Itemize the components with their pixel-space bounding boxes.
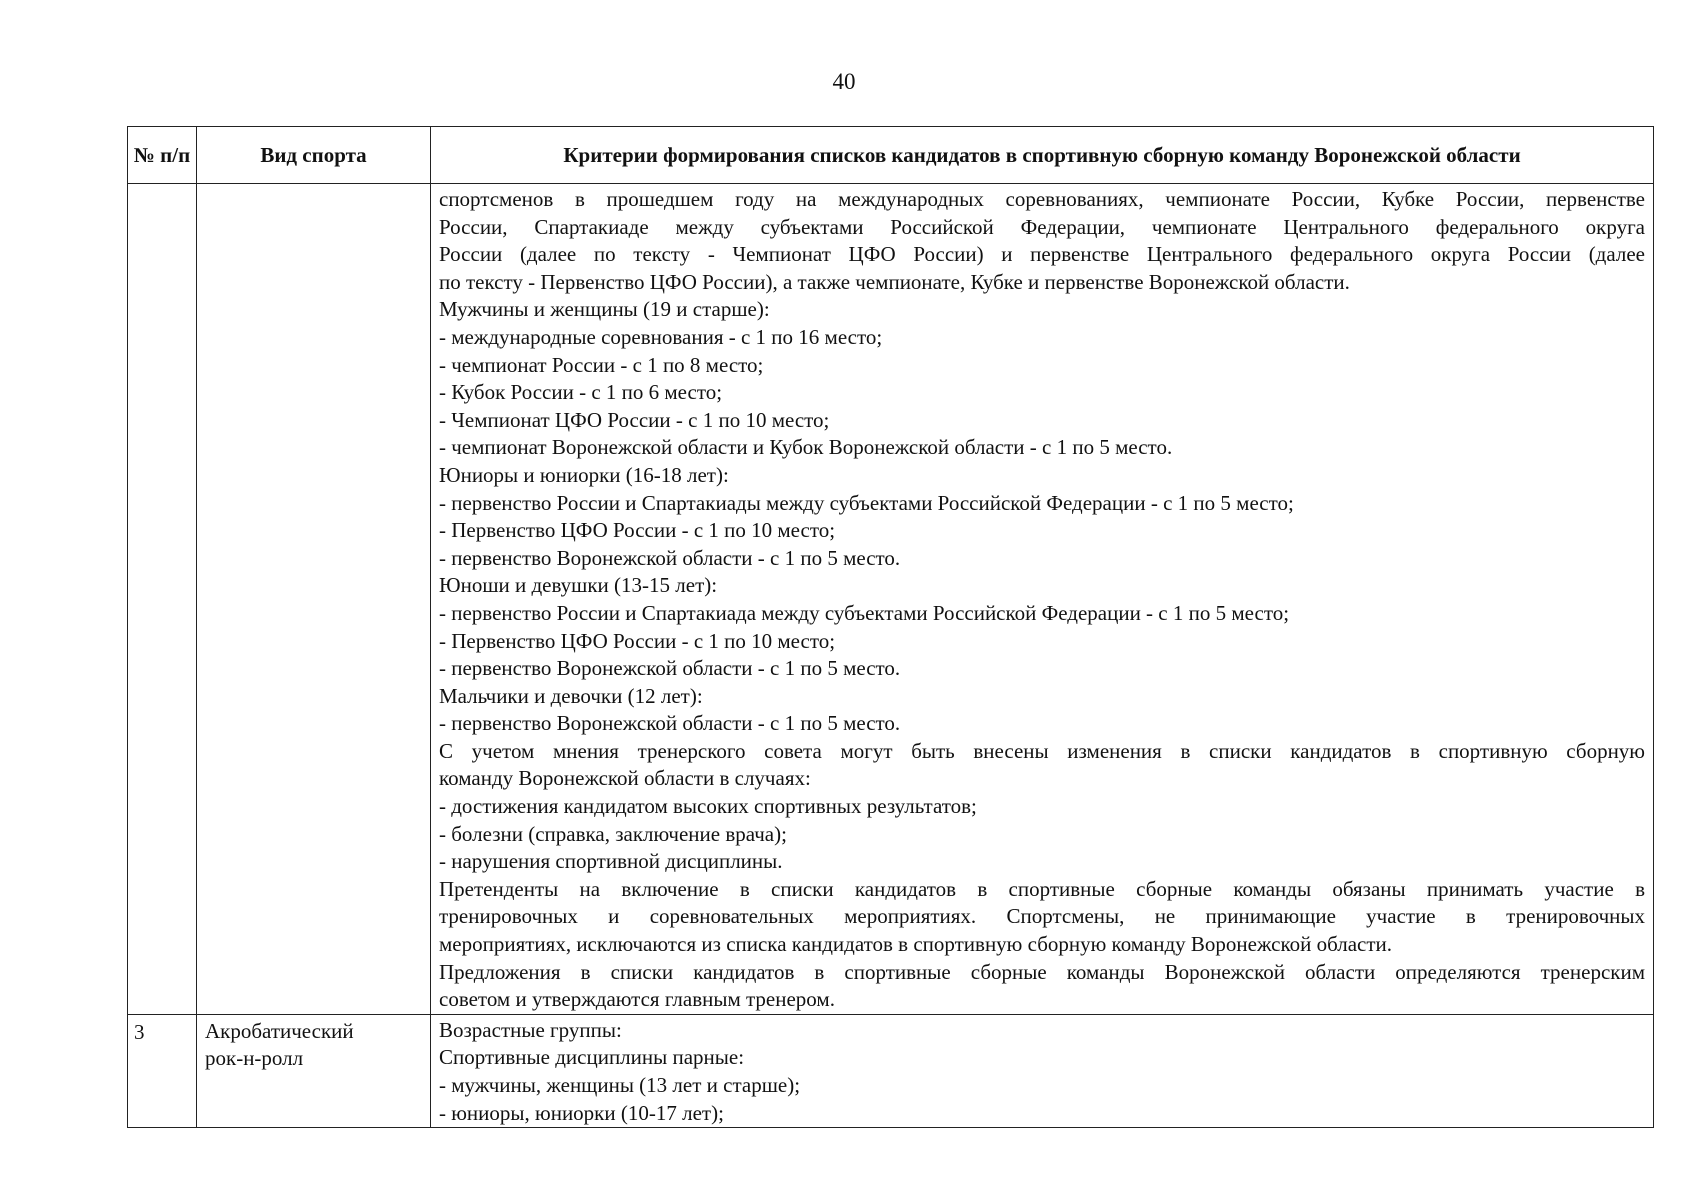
group-heading-men-women: Мужчины и женщины (19 и старше): xyxy=(439,297,770,322)
list-item: - первенство России и Спартакиады между субъектами Российской Федерации - с 1 по 5 место; xyxy=(439,490,1294,515)
table-row-3 xyxy=(128,1014,1654,1127)
sport-name-line: рок-н-ролл xyxy=(205,1046,304,1071)
list-item: - мужчины, женщины (13 лет и старше); xyxy=(439,1073,801,1097)
text-line: спортсменов в прошедшем году на международных соревнованиях, чемпионате России, Кубке России, первенстве xyxy=(439,187,1645,211)
text-line: Предложения в списки кандидатов в спортивные сборные команды Воронежской области определяются тренерским xyxy=(439,959,1645,984)
list-item: - первенство Воронежской области - с 1 по 5 место. xyxy=(439,711,901,736)
cell-criteria xyxy=(431,184,1654,1015)
list-item: - достижения кандидатом высоких спортивных результатов; xyxy=(439,794,977,819)
cell-num: 3 xyxy=(128,1014,197,1127)
list-item: - первенство Воронежской области - с 1 по 5 место. xyxy=(439,656,901,681)
text-line: команду Воронежской области в случаях: xyxy=(439,766,811,791)
sport-name-line: Акробатический xyxy=(205,1018,354,1043)
intro-paragraph xyxy=(439,186,1645,296)
text-line: Спортивные дисциплины парные: xyxy=(439,1045,745,1070)
cell-criteria-row-3 xyxy=(431,1014,1654,1127)
page-number: 40 xyxy=(832,69,856,94)
text-line: по тексту - Первенство ЦФО России), а также чемпионате, Кубке и первенстве Воронежской области. xyxy=(439,269,1350,294)
text-line: советом и утверждаются главным тренером. xyxy=(439,987,835,1012)
text-line: тренировочных и соревновательных мероприятиях. Спортсмены, не принимающие участие в тренировочных xyxy=(439,904,1645,929)
group-heading-juniors: Юниоры и юниорки (16-18 лет): xyxy=(439,462,729,487)
cell-sport xyxy=(197,1014,431,1127)
text-line: Возрастные группы: xyxy=(439,1017,622,1042)
group-heading-youth: Юноши и девушки (13-15 лет): xyxy=(439,573,718,598)
header-num: № п/п xyxy=(128,127,197,184)
text-line: С учетом мнения тренерского совета могут быть внесены изменения в списки кандидатов в спортивную сборную xyxy=(439,738,1645,763)
header-criteria: Критерии формирования списков кандидатов в спортивную сборную команду Воронежской области xyxy=(431,127,1654,184)
list-item: - Первенство ЦФО России - с 1 по 10 место; xyxy=(439,518,836,543)
proposals-paragraph xyxy=(439,959,1645,1014)
list-item: - Чемпионат ЦФО России - с 1 по 10 место; xyxy=(439,407,830,432)
coach-paragraph xyxy=(439,738,1645,793)
list-item: - юниоры, юниорки (10-17 лет); xyxy=(439,1100,724,1125)
text-line: мероприятиях, исключаются из списка кандидатов в спортивную сборную команду Воронежской области. xyxy=(439,932,1393,957)
list-item: - первенство России и Спартакиада между субъектами Российской Федерации - с 1 по 5 место; xyxy=(439,600,1290,625)
list-item: - международные соревнования - с 1 по 16 место; xyxy=(439,324,883,349)
list-item: - нарушения спортивной дисциплины. xyxy=(439,849,783,874)
applicants-paragraph xyxy=(439,876,1645,959)
text-line: России, Спартакиаде между субъектами Российской Федерации, чемпионате Центрального федерального округа xyxy=(439,214,1645,239)
cell-num-empty xyxy=(128,184,197,1015)
group-heading-kids: Мальчики и девочки (12 лет): xyxy=(439,683,703,708)
criteria-table xyxy=(127,126,1654,1128)
text-line: Претенденты на включение в списки кандидатов в спортивные сборные команды обязаны принимать участие в xyxy=(439,876,1645,901)
text-line: России (далее по тексту - Чемпионат ЦФО России) и первенстве Центрального федерального округа России (далее xyxy=(439,242,1645,267)
list-item: - болезни (справка, заключение врача); xyxy=(439,821,787,846)
table-header-row xyxy=(128,127,1654,184)
header-sport: Вид спорта xyxy=(197,127,431,184)
list-item: - Кубок России - с 1 по 6 место; xyxy=(439,380,723,405)
list-item: - Первенство ЦФО России - с 1 по 10 место; xyxy=(439,628,836,653)
list-item: - чемпионат Воронежской области и Кубок Воронежской области - с 1 по 5 место. xyxy=(439,435,1173,460)
list-item: - чемпионат России - с 1 по 8 место; xyxy=(439,352,764,377)
cell-sport-empty xyxy=(197,184,431,1015)
table-row-continuation xyxy=(128,184,1654,1015)
list-item: - первенство Воронежской области - с 1 по 5 место. xyxy=(439,545,901,570)
